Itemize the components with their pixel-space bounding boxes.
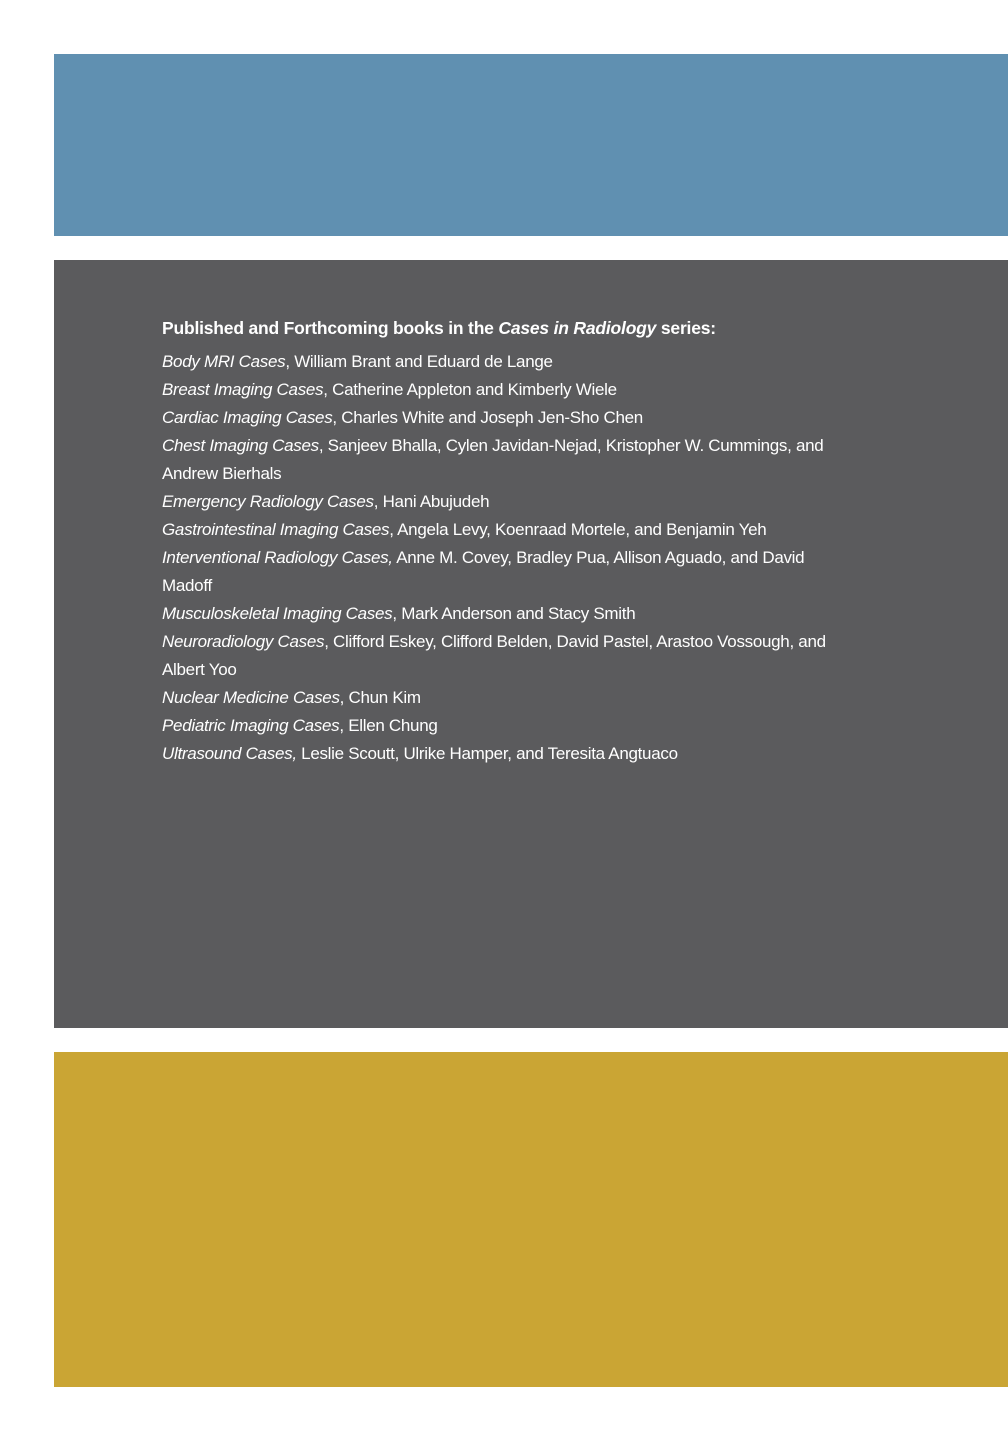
series-list-block bbox=[162, 314, 852, 768]
series-heading bbox=[162, 314, 852, 342]
book-authors: , Charles White and Joseph Jen-Sho Chen bbox=[332, 408, 643, 427]
book-authors: , Catherine Appleton and Kimberly Wiele bbox=[323, 380, 617, 399]
book-item bbox=[162, 376, 852, 404]
series-heading-prefix: Published and Forthcoming books in the bbox=[162, 318, 499, 338]
book-authors: Anne M. Covey, Bradley Pua, Allison Aguado, and David Madoff bbox=[162, 548, 805, 595]
book-item bbox=[162, 740, 852, 768]
book-title: Chest Imaging Cases bbox=[162, 436, 319, 455]
middle-color-band bbox=[54, 260, 1008, 1028]
series-heading-suffix: series: bbox=[656, 318, 716, 338]
book-item bbox=[162, 488, 852, 516]
book-authors: , Clifford Eskey, Clifford Belden, David Pastel, Arastoo Vossough, and Albert Yoo bbox=[162, 632, 826, 679]
book-authors: , Sanjeev Bhalla, Cylen Javidan-Nejad, Kristopher W. Cummings, and Andrew Bierhals bbox=[162, 436, 824, 483]
book-item bbox=[162, 600, 852, 628]
book-item bbox=[162, 516, 852, 544]
book-title: Neuroradiology Cases bbox=[162, 632, 325, 651]
book-authors: , Chun Kim bbox=[339, 688, 421, 707]
book-authors: Leslie Scoutt, Ulrike Hamper, and Teresita Angtuaco bbox=[296, 744, 678, 763]
book-item bbox=[162, 628, 852, 684]
book-authors: , William Brant and Eduard de Lange bbox=[285, 352, 553, 371]
book-title: Pediatric Imaging Cases bbox=[162, 716, 340, 735]
book-title: Breast Imaging Cases bbox=[162, 380, 324, 399]
book-item bbox=[162, 404, 852, 432]
book-item bbox=[162, 684, 852, 712]
book-title: Emergency Radiology Cases bbox=[162, 492, 374, 511]
bottom-color-band bbox=[54, 1052, 1008, 1387]
book-authors: , Ellen Chung bbox=[339, 716, 438, 735]
book-item bbox=[162, 712, 852, 740]
book-title: Interventional Radiology Cases, bbox=[162, 548, 393, 567]
book-authors: , Angela Levy, Koenraad Mortele, and Benjamin Yeh bbox=[389, 520, 767, 539]
book-item bbox=[162, 348, 852, 376]
book-title: Musculoskeletal Imaging Cases bbox=[162, 604, 393, 623]
book-item bbox=[162, 544, 852, 600]
book-title: Gastrointestinal Imaging Cases bbox=[162, 520, 390, 539]
book-title: Cardiac Imaging Cases bbox=[162, 408, 333, 427]
series-heading-name: Cases in Radiology bbox=[498, 318, 657, 338]
book-item bbox=[162, 432, 852, 488]
book-list bbox=[162, 348, 852, 768]
book-authors: , Mark Anderson and Stacy Smith bbox=[392, 604, 636, 623]
book-authors: , Hani Abujudeh bbox=[373, 492, 490, 511]
top-color-band bbox=[54, 54, 1008, 236]
book-title: Nuclear Medicine Cases bbox=[162, 688, 340, 707]
book-title: Ultrasound Cases, bbox=[162, 744, 297, 763]
book-title: Body MRI Cases bbox=[162, 352, 286, 371]
